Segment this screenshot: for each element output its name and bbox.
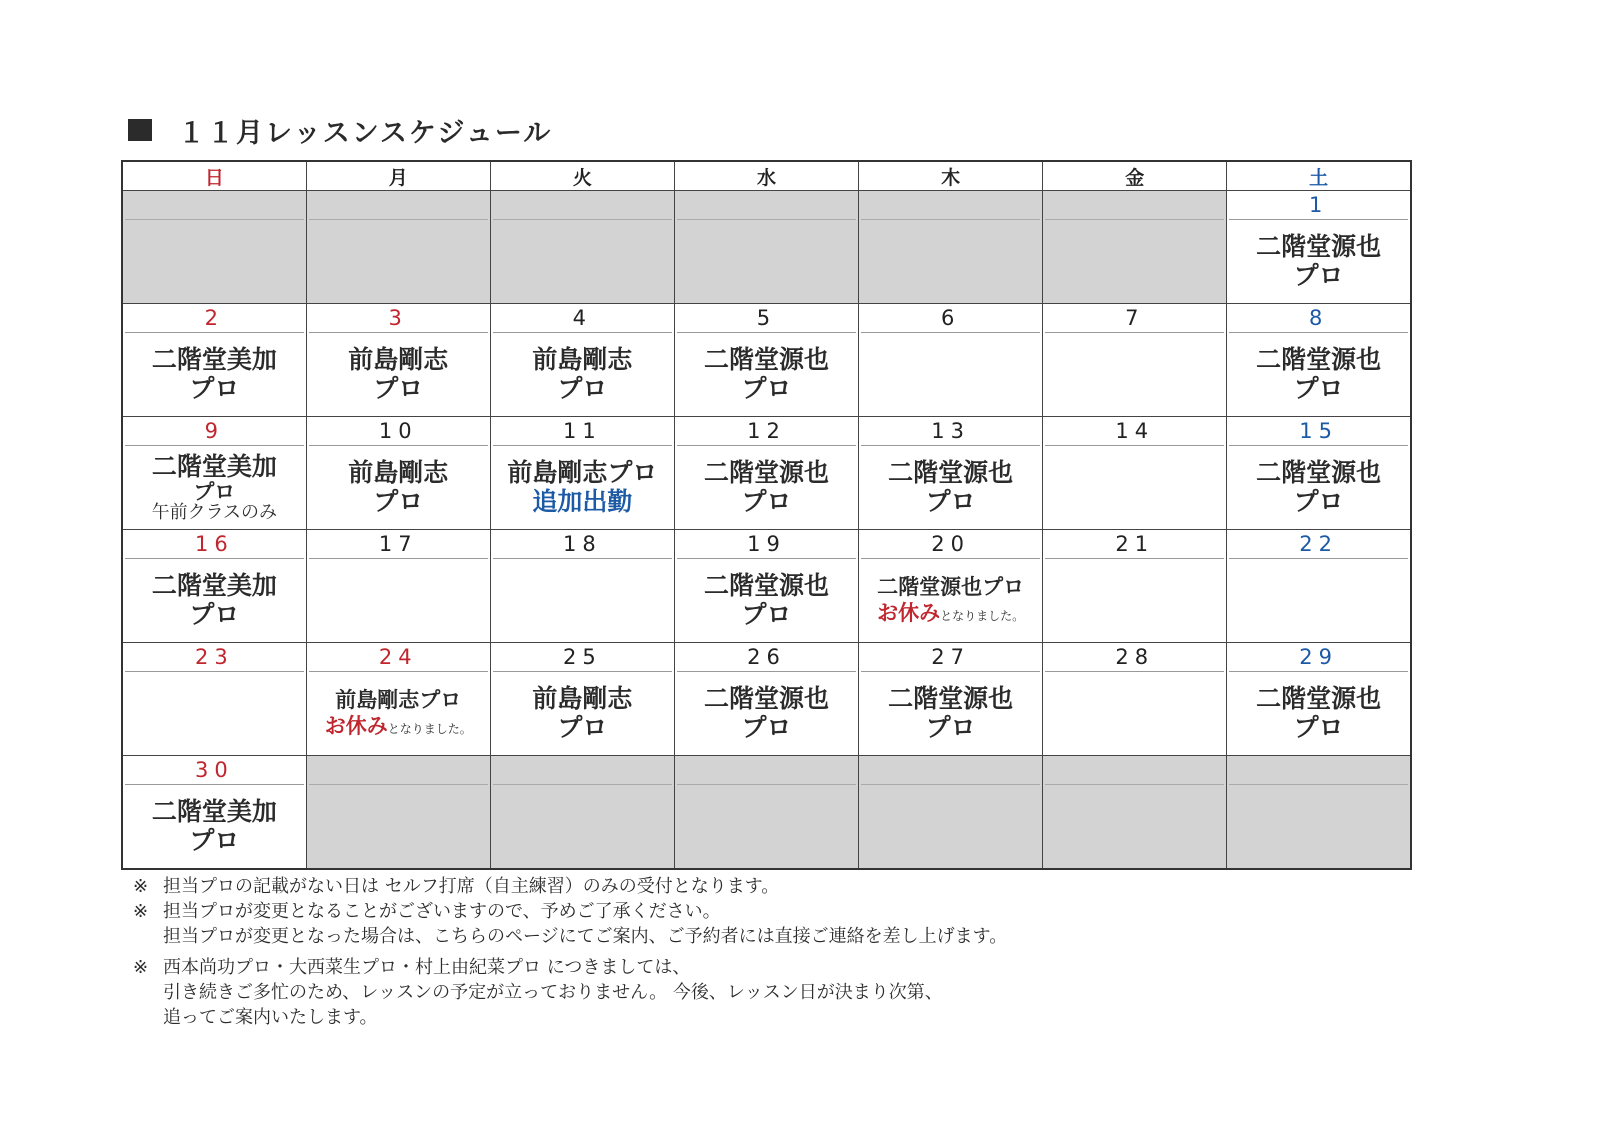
- instructor-suffix: プロ: [373, 374, 424, 403]
- extra-shift-label: 追加出勤: [532, 487, 633, 516]
- date-number: 9: [125, 417, 304, 446]
- weekday-tue: 火: [490, 161, 674, 191]
- empty-day-cell: [490, 191, 674, 304]
- lesson-info: [1227, 785, 1410, 867]
- lesson-info: [307, 559, 490, 641]
- day-cell: [1227, 530, 1411, 643]
- note-text: 担当プロが変更となることがございますので、予めご了承ください。: [163, 901, 721, 922]
- day-cell: [859, 304, 1043, 417]
- date-number: [493, 191, 672, 220]
- empty-day-cell: [674, 756, 858, 870]
- lesson-info: [491, 333, 674, 415]
- instructor-suffix: プロ: [557, 713, 608, 742]
- instructor-suffix: プロ: [1293, 261, 1344, 290]
- day-cell: [859, 530, 1043, 643]
- lesson-info: [675, 559, 858, 641]
- week-row: [122, 191, 1411, 304]
- day-cell: [306, 643, 490, 756]
- weekday-wed: 水: [674, 161, 858, 191]
- instructor-name: 前島剛志プロ: [335, 688, 462, 712]
- weekday-header-row: [122, 161, 1411, 191]
- instructor-suffix: プロ: [741, 487, 792, 516]
- instructor-suffix: プロ: [193, 479, 236, 504]
- empty-day-cell: [1043, 191, 1227, 304]
- date-number: 21: [1045, 530, 1224, 559]
- lesson-info: [1043, 672, 1226, 754]
- lesson-info: [859, 446, 1042, 528]
- day-cell: [859, 643, 1043, 756]
- instructor-suffix: プロ: [189, 374, 240, 403]
- week-row: [122, 304, 1411, 417]
- day-cell: [122, 417, 306, 530]
- lesson-info: [123, 559, 306, 641]
- lesson-info: [675, 446, 858, 528]
- date-number: 30: [125, 756, 304, 785]
- day-cell: [1227, 417, 1411, 530]
- empty-day-cell: [1227, 756, 1411, 870]
- day-cell: [1043, 304, 1227, 417]
- day-cell: [1227, 191, 1411, 304]
- day-cell: [490, 643, 674, 756]
- instructor-name: 二階堂源也: [703, 458, 829, 487]
- lesson-info: [307, 785, 490, 867]
- instructor-name: 二階堂源也: [888, 684, 1014, 713]
- instructor-suffix: プロ: [557, 374, 608, 403]
- lesson-info: [859, 785, 1042, 867]
- instructor-name: 二階堂美加: [151, 345, 277, 374]
- cancel-label: お休み: [877, 601, 941, 625]
- date-number: 1: [1229, 191, 1408, 220]
- note-text: 西本尚功プロ・大西菜生プロ・村上由紀菜プロ につきましては、: [163, 957, 691, 978]
- class-note: 午前クラスのみ: [151, 501, 278, 523]
- weekday-fri: 金: [1043, 161, 1227, 191]
- empty-day-cell: [122, 191, 306, 304]
- date-number: [1045, 191, 1224, 220]
- note-3-continued: [133, 1005, 1007, 1030]
- lesson-info: [1227, 672, 1410, 754]
- lesson-info: [307, 333, 490, 415]
- date-number: 18: [493, 530, 672, 559]
- lesson-info: [307, 220, 490, 302]
- instructor-name: 二階堂源也: [1256, 684, 1382, 713]
- instructor-name: 前島剛志: [348, 458, 449, 487]
- empty-day-cell: [859, 756, 1043, 870]
- date-number: 3: [309, 304, 488, 333]
- page-title: [128, 112, 552, 148]
- instructor-name: 二階堂源也: [1256, 458, 1382, 487]
- cancellation-note: [877, 600, 1024, 626]
- instructor-suffix: プロ: [925, 487, 976, 516]
- date-number: [309, 756, 488, 785]
- day-cell: [490, 304, 674, 417]
- empty-day-cell: [859, 191, 1043, 304]
- day-cell: [490, 530, 674, 643]
- empty-day-cell: [674, 191, 858, 304]
- lesson-info: [491, 785, 674, 867]
- day-cell: [674, 304, 858, 417]
- date-number: 12: [677, 417, 856, 446]
- lesson-info: [1227, 559, 1410, 641]
- day-cell: [674, 530, 858, 643]
- day-cell: [1043, 530, 1227, 643]
- day-cell: [122, 304, 306, 417]
- date-number: [493, 756, 672, 785]
- date-number: [861, 756, 1040, 785]
- cancel-label: お休み: [324, 714, 388, 738]
- date-number: [677, 756, 856, 785]
- weekday-sun: 日: [122, 161, 306, 191]
- lesson-info: [859, 220, 1042, 302]
- day-cell: [306, 304, 490, 417]
- day-cell: [1043, 643, 1227, 756]
- instructor-name: 二階堂源也プロ: [877, 575, 1025, 599]
- date-number: 2: [125, 304, 304, 333]
- date-number: 5: [677, 304, 856, 333]
- lesson-info: [675, 220, 858, 302]
- instructor-name: 二階堂美加: [151, 797, 277, 826]
- instructor-suffix: プロ: [741, 600, 792, 629]
- instructor-suffix: プロ: [1293, 713, 1344, 742]
- date-number: 11: [493, 417, 672, 446]
- date-number: 23: [125, 643, 304, 672]
- date-number: 27: [861, 643, 1040, 672]
- lesson-info: [307, 446, 490, 528]
- lesson-info: [1227, 333, 1410, 415]
- date-number: [677, 191, 856, 220]
- week-row: [122, 756, 1411, 870]
- note-3-continued: [133, 980, 1007, 1005]
- weekday-mon: 月: [306, 161, 490, 191]
- week-row: [122, 417, 1411, 530]
- instructor-suffix: プロ: [189, 826, 240, 855]
- lesson-info: [1043, 220, 1226, 302]
- date-number: 8: [1229, 304, 1408, 333]
- instructor-name: 二階堂源也: [703, 684, 829, 713]
- lesson-info: [123, 785, 306, 867]
- instructor-name: 前島剛志: [532, 684, 633, 713]
- lesson-info: [1227, 446, 1410, 528]
- instructor-name: 二階堂源也: [1256, 232, 1382, 261]
- day-cell: [1043, 417, 1227, 530]
- instructor-suffix: プロ: [189, 600, 240, 629]
- date-number: 13: [861, 417, 1040, 446]
- note-text: 追ってご案内いたします。: [163, 1007, 378, 1028]
- instructor-suffix: プロ: [373, 487, 424, 516]
- lesson-info: [491, 446, 674, 528]
- note-text: 担当プロが変更となった場合は、こちらのページにてご案内、ご予約者には直接ご連絡を差し上げます。: [163, 926, 1008, 947]
- empty-day-cell: [306, 756, 490, 870]
- date-number: [125, 191, 304, 220]
- day-cell: [859, 417, 1043, 530]
- lesson-info: [307, 672, 490, 754]
- square-bullet-icon: [128, 119, 152, 141]
- date-number: 6: [861, 304, 1040, 333]
- lesson-info: [675, 785, 858, 867]
- note-2-continued: [133, 924, 1007, 949]
- week-row: [122, 643, 1411, 756]
- lesson-info: [491, 672, 674, 754]
- day-cell: [306, 417, 490, 530]
- lesson-info: [859, 672, 1042, 754]
- date-number: [1229, 756, 1408, 785]
- day-cell: [1227, 643, 1411, 756]
- day-cell: [122, 530, 306, 643]
- instructor-suffix: プロ: [1293, 487, 1344, 516]
- weekday-thu: 木: [859, 161, 1043, 191]
- date-number: 7: [1045, 304, 1224, 333]
- title-text: １１月レッスンスケジュール: [178, 117, 553, 149]
- note-text: 担当プロの記載がない日は セルフ打席（自主練習）のみの受付となります。: [163, 876, 780, 897]
- note-1: [133, 874, 1007, 899]
- empty-day-cell: [306, 191, 490, 304]
- date-number: 22: [1229, 530, 1408, 559]
- instructor-name: 二階堂源也: [1256, 345, 1382, 374]
- date-number: 28: [1045, 643, 1224, 672]
- instructor-name: 前島剛志: [532, 345, 633, 374]
- lesson-info: [1043, 333, 1226, 415]
- instructor-name: 前島剛志プロ: [507, 458, 658, 487]
- date-number: [1045, 756, 1224, 785]
- lesson-info: [123, 672, 306, 754]
- instructor-name: 二階堂源也: [703, 571, 829, 600]
- weekday-sat: 土: [1227, 161, 1411, 191]
- date-number: 25: [493, 643, 672, 672]
- lesson-info: [675, 333, 858, 415]
- cancel-suffix: となりました。: [387, 722, 472, 736]
- lesson-info: [859, 333, 1042, 415]
- day-cell: [1227, 304, 1411, 417]
- date-number: 26: [677, 643, 856, 672]
- date-number: [861, 191, 1040, 220]
- lesson-info: [123, 220, 306, 302]
- date-number: 20: [861, 530, 1040, 559]
- instructor-suffix: プロ: [925, 713, 976, 742]
- date-number: 24: [309, 643, 488, 672]
- instructor-name: 二階堂美加: [151, 451, 277, 481]
- lesson-info: [123, 446, 306, 528]
- cancel-suffix: となりました。: [940, 609, 1025, 623]
- date-number: [309, 191, 488, 220]
- lesson-info: [675, 672, 858, 754]
- lesson-info: [1227, 220, 1410, 302]
- note-3: [133, 955, 1007, 980]
- day-cell: [490, 417, 674, 530]
- instructor-suffix: プロ: [1293, 374, 1344, 403]
- note-mark: ※: [133, 876, 149, 897]
- date-number: 15: [1229, 417, 1408, 446]
- instructor-suffix: プロ: [741, 713, 792, 742]
- empty-day-cell: [1043, 756, 1227, 870]
- day-cell: [306, 530, 490, 643]
- instructor-name: 二階堂源也: [703, 345, 829, 374]
- instructor-suffix: プロ: [741, 374, 792, 403]
- day-cell: [674, 417, 858, 530]
- calendar-table: [121, 160, 1412, 870]
- lesson-info: [1043, 785, 1226, 867]
- notes-section: [133, 874, 1007, 1030]
- date-number: 14: [1045, 417, 1224, 446]
- note-mark: ※: [133, 957, 149, 978]
- date-number: 17: [309, 530, 488, 559]
- day-cell: [122, 756, 306, 870]
- day-cell: [674, 643, 858, 756]
- empty-day-cell: [490, 756, 674, 870]
- cancellation-note: [325, 713, 472, 739]
- date-number: 29: [1229, 643, 1408, 672]
- date-number: 16: [125, 530, 304, 559]
- note-2: [133, 899, 1007, 924]
- day-cell: [122, 643, 306, 756]
- lesson-info: [1043, 559, 1226, 641]
- lesson-info: [491, 220, 674, 302]
- calendar-body: [122, 191, 1411, 870]
- instructor-name: 二階堂源也: [888, 458, 1014, 487]
- instructor-name: 二階堂美加: [151, 571, 277, 600]
- date-number: 19: [677, 530, 856, 559]
- date-number: 4: [493, 304, 672, 333]
- lesson-info: [1043, 446, 1226, 528]
- instructor-name: 前島剛志: [348, 345, 449, 374]
- lesson-info: [123, 333, 306, 415]
- date-number: 10: [309, 417, 488, 446]
- lesson-info: [859, 559, 1042, 641]
- lesson-info: [491, 559, 674, 641]
- note-mark: ※: [133, 901, 149, 922]
- week-row: [122, 530, 1411, 643]
- note-text: 引き続きご多忙のため、レッスンの予定が立っておりません。 今後、レッスン日が決まり次第、: [163, 982, 943, 1003]
